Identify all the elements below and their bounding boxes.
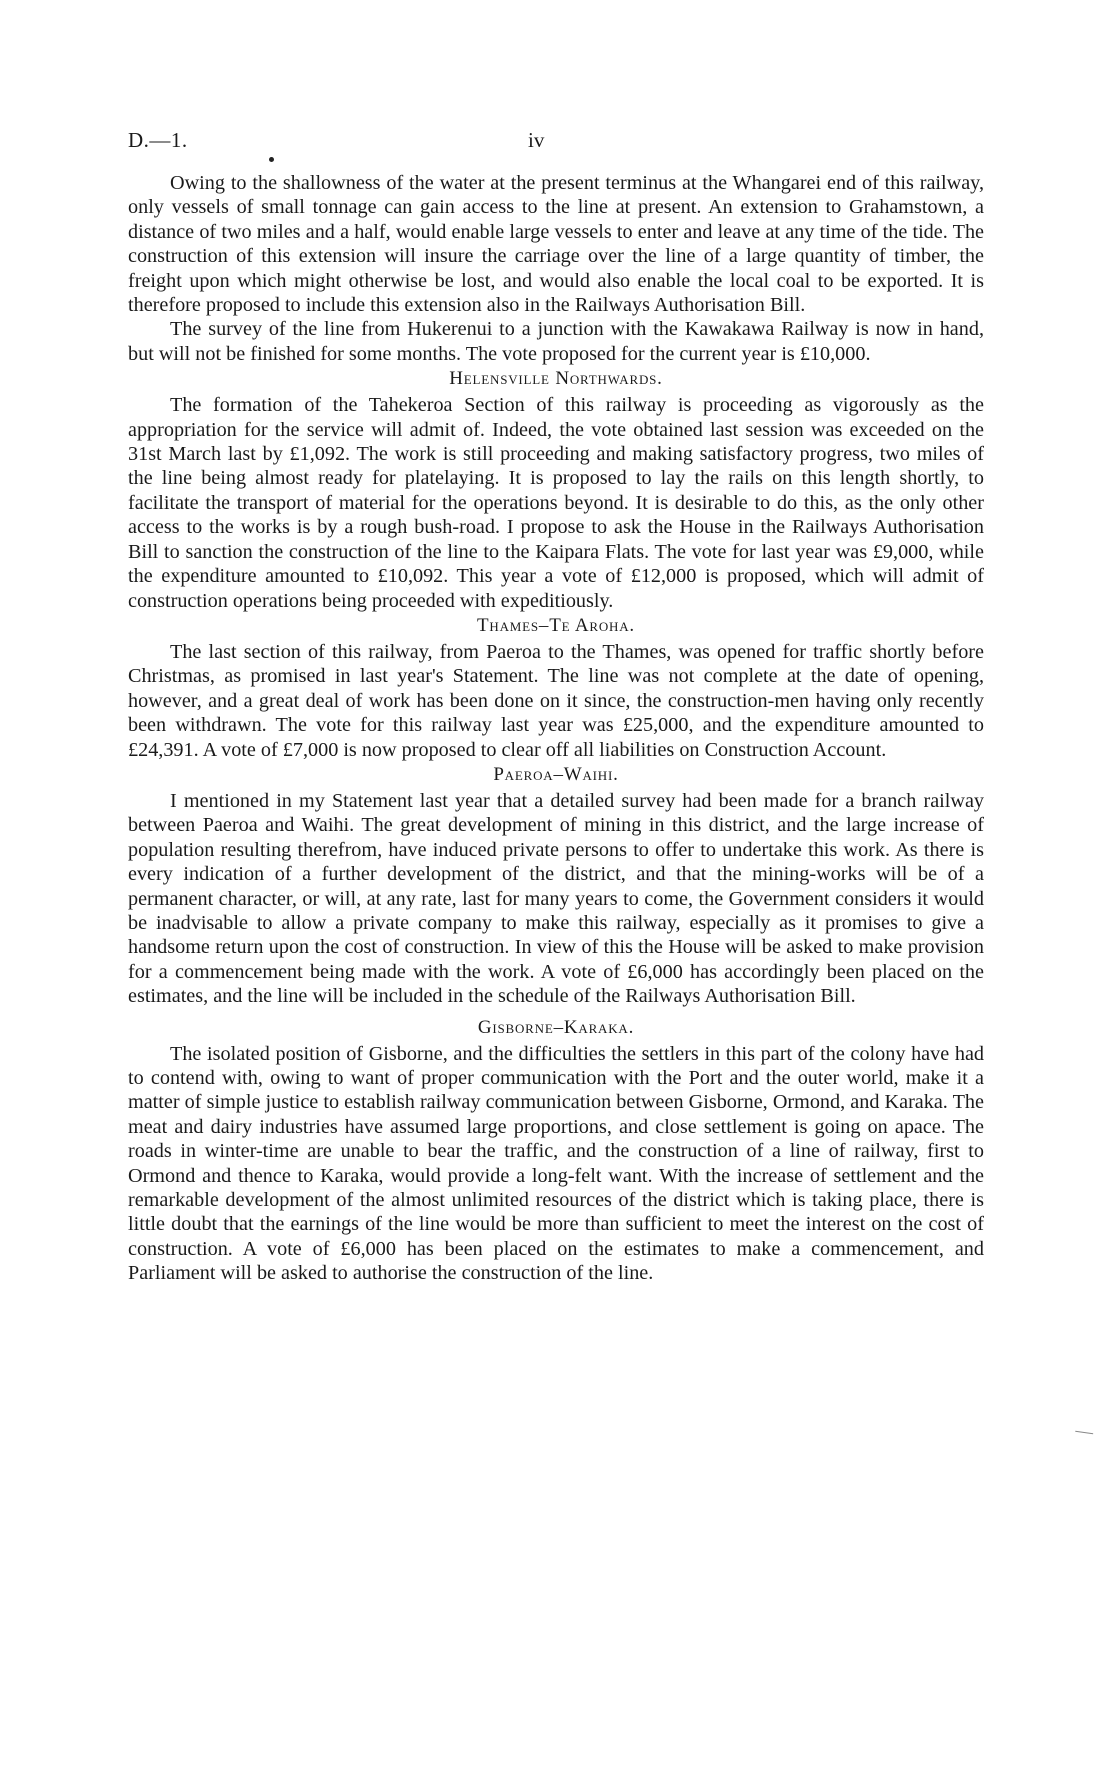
document-reference: D.—1.: [128, 128, 188, 152]
section-heading: Paeroa–Waihi.: [493, 763, 619, 785]
section-heading: Gisborne–Karaka.: [477, 1016, 635, 1038]
page-number: iv: [528, 128, 545, 152]
paragraph: The last section of this railway, from Paeroa to the Thames, was opened for traffic shortly before Christmas, as promised in last year's Statement. The line was not complete at the date of opening, however, and a great deal of work has been done on it since, the construction-men having only recently been withdrawn. The vote for this railway last year was £25,000, and the expenditure amounted to £24,391. A vote of £7,000 is now proposed to clear off all liabilities on Construction Account.: [128, 640, 984, 761]
paragraph: The isolated position of Gisborne, and the difficulties the settlers in this part of the colony have had to contend with, owing to want of proper communication with the Port and the outer world, make it a matter of simple justice to establish railway communication between Gisborne, Ormond, and Karaka. The meat and dairy industries have assumed large proportions, and close settlement is going on apace. The roads in winter-time are unable to bear the traffic, and the construction of a line of railway, first to Ormond and thence to Karaka, would provide a long-felt want. With the increase of settlement and the remarkable development of the almost unlimited resources of the district which is taking place, there is little doubt that the earnings of the line would be more than sufficient to meet the interest on the cost of construction. A vote of £6,000 has been placed on the estimates to make a commencement, and Parliament will be asked to authorise the construction of the line.: [128, 1042, 984, 1285]
section-whangarei: [128, 171, 984, 366]
body-text: [128, 171, 984, 1286]
margin-mark: [1075, 1431, 1093, 1437]
print-speck: [269, 157, 274, 162]
paragraph: The survey of the line from Hukerenui to a junction with the Kawakawa Railway is now in hand, but will not be finished for some months. The vote proposed for the current year is £10,000.: [128, 318, 984, 365]
section-helensville-northwards: [128, 368, 984, 613]
section-heading: Helensville Northwards.: [449, 368, 663, 390]
section-heading: Thames–Te Aroha.: [477, 614, 635, 636]
section-gisborne-karaka: [128, 1017, 984, 1286]
paragraph: I mentioned in my Statement last year that a detailed survey had been made for a branch railway between Paeroa and Waihi. The great development of mining in this district, and the large increase of population resulting therefrom, have induced private persons to offer to undertake this work. As there is every indication of a further development of the district, and that the mining-works will be of a permanent character, or will, at any rate, last for many years to come, the Government considers it would be inadvisable to allow a private company to make this railway, especially as it promises to give a handsome return upon the cost of construction. In view of this the House will be asked to make provision for a commencement being made with the work. A vote of £6,000 has accordingly been placed on the estimates, and the line will be included in the schedule of the Railways Authorisation Bill.: [128, 789, 984, 1008]
section-thames-te-aroha: [128, 615, 984, 762]
section-paeroa-waihi: [128, 764, 984, 1009]
paragraph: Owing to the shallowness of the water at the present terminus at the Whangarei end of this railway, only vessels of small tonnage can gain access to the line at present. An extension to Grahamstown, a distance of two miles and a half, would enable large vessels to enter and leave at any time of the tide. The construction of this extension will insure the carriage over the line of a large quantity of timber, the freight upon which might otherwise be lost, and would also enable the local coal to be exported. It is therefore proposed to include this extension also in the Railways Authorisation Bill.: [128, 172, 984, 317]
paragraph: The formation of the Tahekeroa Section of this railway is proceeding as vigorously as the appropriation for the service will admit of. Indeed, the vote obtained last session was exceeded on the 31st March last by £1,092. The work is still proceeding and making satisfactory progress, two miles of the line being almost ready for platelaying. It is proposed to lay the rails on this length shortly, to facilitate the transport of material for the operations beyond. It is desirable to do this, as the only other access to the works is by a rough bush-road. I propose to ask the House in the Railways Authorisation Bill to sanction the construction of the line to the Kaipara Flats. The vote for last year was £9,000, while the expenditure amounted to £10,092. This year a vote of £12,000 is proposed, which will admit of construction operations being proceeded with expeditiously.: [128, 394, 984, 612]
